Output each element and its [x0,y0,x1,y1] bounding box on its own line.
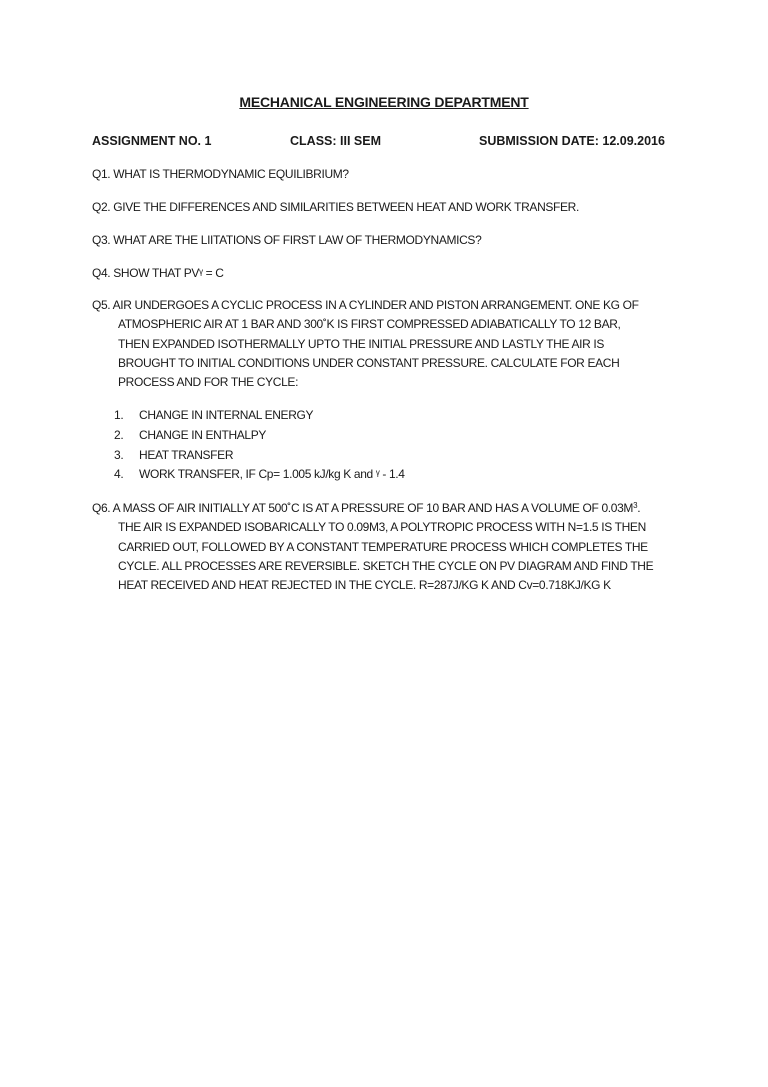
class-label: CLASS: III SEM [290,134,381,148]
list-number: 2. [114,427,124,442]
question-text: Q4. SHOW THAT PVᵞ = C [92,266,224,280]
question-line: THE AIR IS EXPANDED ISOBARICALLY TO 0.09M3, A POLYTROPIC PROCESS WITH N=1.5 IS THEN [118,520,646,535]
question-line: CARRIED OUT, FOLLOWED BY A CONSTANT TEMPERATURE PROCESS WHICH COMPLETES THE [118,539,648,554]
list-text: CHANGE IN INTERNAL ENERGY [139,408,314,422]
list-item [114,448,405,468]
question-2 [92,199,692,218]
list-item [114,408,405,428]
list-item [114,467,405,487]
list-item [114,428,405,448]
assignment-number: ASSIGNMENT NO. 1 [92,134,212,148]
question-line: THEN EXPANDED ISOTHERMALLY UPTO THE INITIAL PRESSURE AND LASTLY THE AIR IS [118,336,605,351]
list-text: HEAT TRANSFER [139,447,234,462]
question-text: Q1. WHAT IS THERMODYNAMIC EQUILIBRIUM? [92,167,349,181]
question-3 [92,232,692,251]
question-line: Q5. AIR UNDERGOES A CYCLIC PROCESS IN A CYLINDER AND PISTON ARRANGEMENT. ONE KG OF [92,298,639,312]
list-number: 3. [114,447,124,462]
question-text: Q2. GIVE THE DIFFERENCES AND SIMILARITIES BETWEEN HEAT AND WORK TRANSFER. [92,200,579,214]
question-line: CYCLE. ALL PROCESSES ARE REVERSIBLE. SKETCH THE CYCLE ON PV DIAGRAM AND FIND THE [118,558,654,573]
submission-date: SUBMISSION DATE: 12.09.2016 [479,134,665,148]
question-4 [92,265,692,284]
question-line: HEAT RECEIVED AND HEAT REJECTED IN THE CYCLE. R=287J/KG K AND Cv=0.718KJ/KG K [118,578,611,593]
question-text-end: . [637,501,641,515]
list-text: WORK TRANSFER, IF Cp= 1.005 kJ/kg K and ᵞ - 1.4 [139,467,405,482]
question-5 [92,297,692,393]
question-6 [92,500,692,596]
question-line: BROUGHT TO INITIAL CONDITIONS UNDER CONSTANT PRESSURE. CALCULATE FOR EACH [118,355,620,370]
assignment-meta-row [92,134,682,152]
question-1 [92,166,692,185]
list-text: CHANGE IN ENTHALPY [139,427,267,442]
q5-sub-list [114,408,405,487]
list-number: 1. [114,408,124,422]
list-number: 4. [114,467,124,482]
question-text: Q6. A MASS OF AIR INITIALLY AT 500˚C IS AT A PRESSURE OF 10 BAR AND HAS A VOLUME OF 0.03M [92,501,634,515]
page-title: MECHANICAL ENGINEERING DEPARTMENT [239,94,529,110]
question-line [92,500,692,519]
superscript: 3 [633,501,638,510]
question-line: PROCESS AND FOR THE CYCLE: [118,375,299,390]
question-text: Q3. WHAT ARE THE LIITATIONS OF FIRST LAW OF THERMODYNAMICS? [92,233,482,247]
question-line: ATMOSPHERIC AIR AT 1 BAR AND 300˚K IS FIRST COMPRESSED ADIABATICALLY TO 12 BAR, [118,317,621,332]
